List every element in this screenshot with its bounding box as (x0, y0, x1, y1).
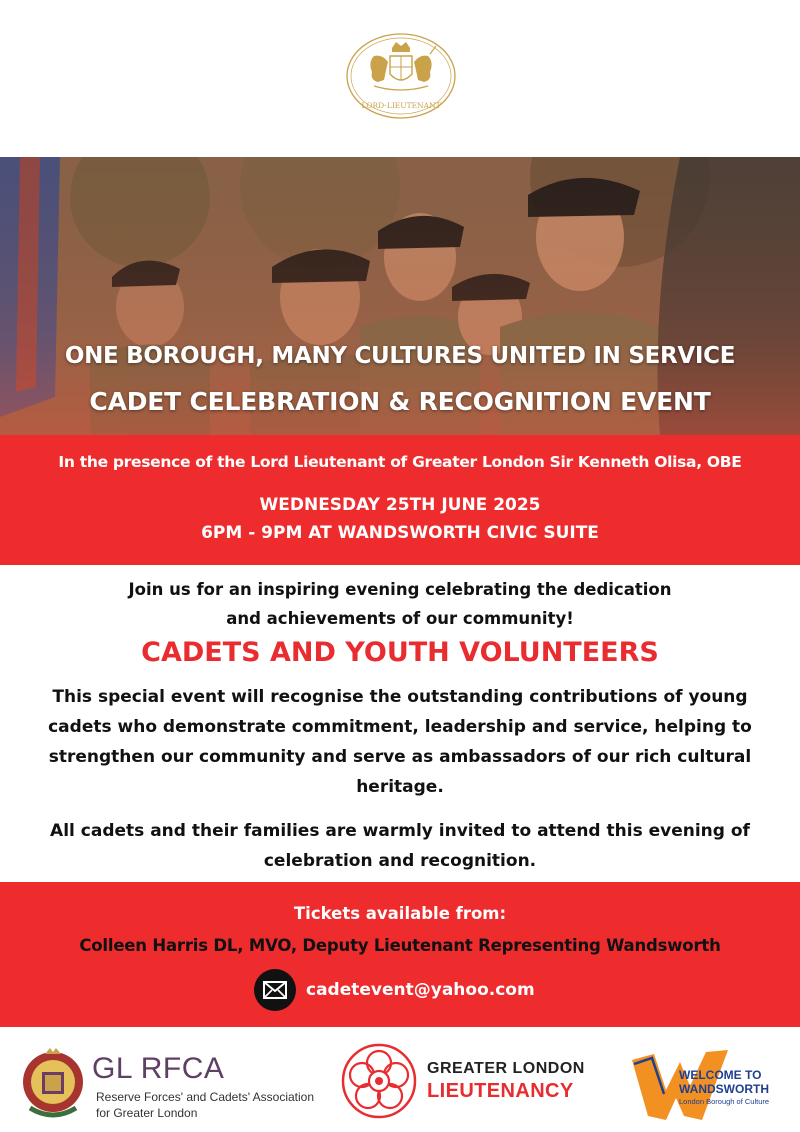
rfca-name: GL RFCA (92, 1052, 225, 1085)
lieutenancy-line2: LIEUTENANCY (427, 1080, 574, 1102)
lieutenancy-line1: GREATER LONDON (427, 1060, 585, 1077)
rfca-crest-logo (20, 1046, 86, 1122)
section-heading: CADETS AND YOUTH VOLUNTEERS (141, 637, 659, 668)
email-link[interactable]: cadetevent@yahoo.com (306, 980, 535, 1000)
rfca-subtitle-line2: for Greater London (96, 1106, 198, 1120)
intro-line1: Join us for an inspiring evening celebrating the dedication (128, 580, 672, 599)
presence-text: In the presence of the Lord Lieutenant of Greater London Sir Kenneth Olisa, OBE (58, 453, 742, 471)
hero-title-line2: CADET CELEBRATION & RECOGNITION EVENT (89, 387, 711, 416)
rfca-subtitle-line1: Reserve Forces' and Cadets' Association (96, 1090, 315, 1104)
tickets-band (0, 882, 800, 1027)
wandsworth-line2: WANDSWORTH (679, 1082, 769, 1096)
email-row[interactable] (254, 970, 535, 1010)
ticket-contact: Colleen Harris DL, MVO, Deputy Lieutenant Representing Wandsworth (79, 936, 721, 955)
hero-title-line1: ONE BOROUGH, MANY CULTURES UNITED IN SERVICE (64, 343, 736, 369)
wandsworth-line1: WELCOME TO (679, 1068, 762, 1082)
tudor-rose-logo (341, 1043, 417, 1119)
crest-motto: LORD-LIEUTENANT (361, 101, 441, 110)
tickets-label: Tickets available from: (293, 904, 507, 923)
event-date: WEDNESDAY 25TH JUNE 2025 (259, 495, 541, 515)
event-description: This special event will recognise the outstanding contributions of young cadets who demonstrate commitment, leadership and service, helping to strengthen our community and serve as ambassadors of our rich cultural heritage. (48, 687, 752, 797)
invitation-text: All cadets and their families are warmly invited to attend this evening of celebration and recognition. (50, 821, 750, 871)
wandsworth-line3: London Borough of Culture (679, 1097, 770, 1106)
intro-text (0, 575, 800, 633)
event-time-venue: 6PM - 9PM AT WANDSWORTH CIVIC SUITE (201, 523, 599, 543)
hero-banner (0, 157, 800, 435)
lord-lieutenant-crest (344, 32, 458, 124)
event-details-band (0, 435, 800, 565)
envelope-icon (254, 969, 296, 1011)
intro-line2: and achievements of our community! (226, 609, 574, 628)
